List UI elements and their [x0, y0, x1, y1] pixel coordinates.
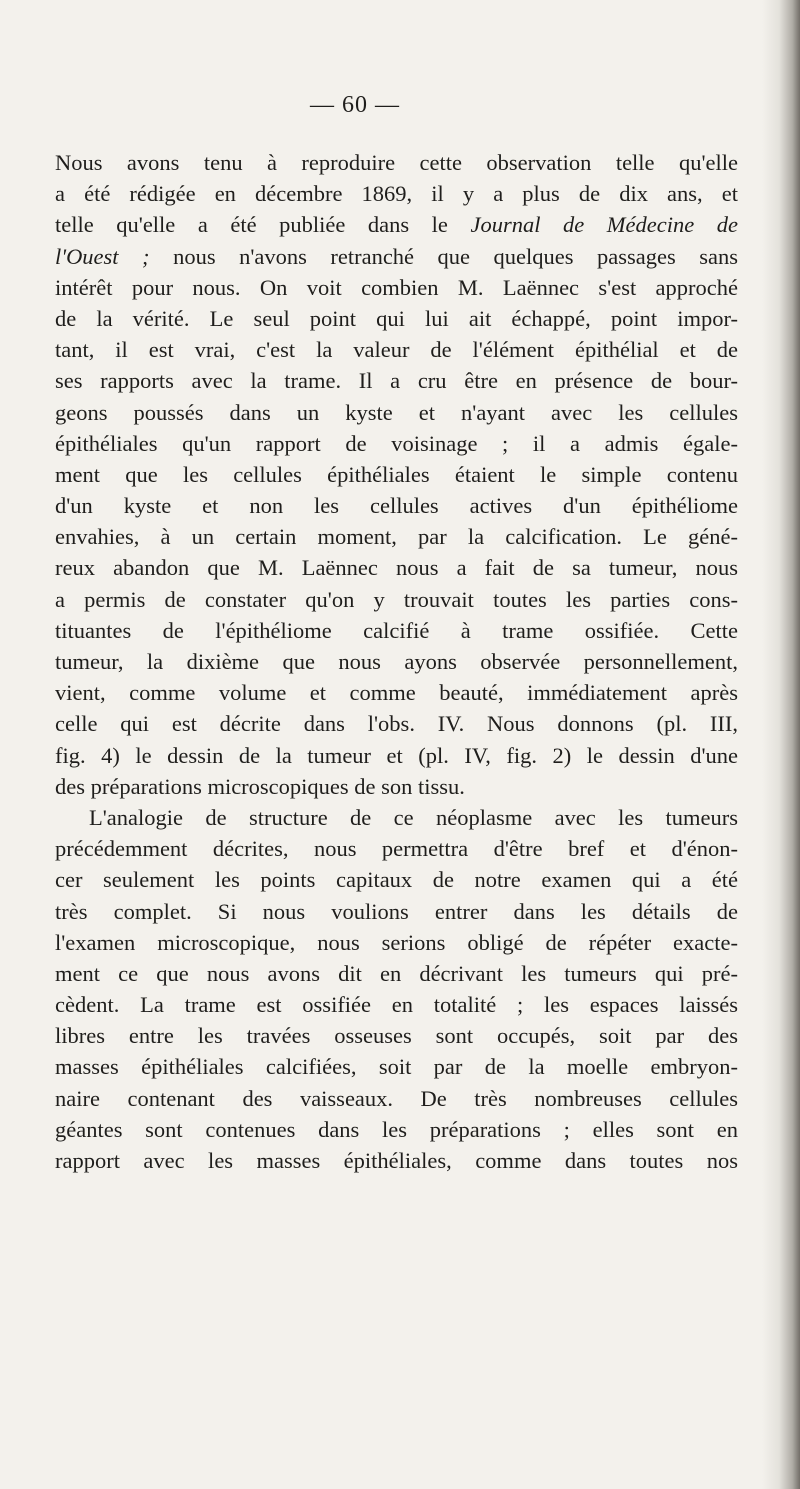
text-line: très complet. Si nous voulions entrer dans les détails de — [55, 898, 738, 924]
text-line: ment ce que nous avons dit en décrivant les tumeurs qui pré- — [55, 960, 738, 986]
text-segment: nous n'avons retranché que quelques passages sans — [149, 243, 738, 269]
text-line: tumeur, la dixième que nous ayons observée personnellement, — [55, 649, 738, 674]
text-line: l'examen microscopique, nous serions obligé de répéter exacte- — [55, 929, 738, 955]
text-line: précédemment décrites, nous permettra d'être bref et d'énon- — [55, 836, 738, 862]
text-line: ment que les cellules épithéliales étaient le simple contenu — [55, 461, 738, 487]
text-line: ses rapports avec la trame. Il a cru être en présence de bour- — [55, 368, 738, 394]
text-line: reux abandon que M. Laënnec nous a fait de sa tumeur, nous — [55, 555, 738, 581]
text-line: tant, il est vrai, c'est la valeur de l'élément épithélial et de — [55, 337, 738, 363]
text-line: a été rédigée en décembre 1869, il y a plus de dix ans, et — [55, 181, 738, 207]
journal-title-end: l'Ouest ; — [55, 243, 150, 269]
text-line: tituantes de l'épithéliome calcifié à trame ossifiée. Cette — [55, 617, 738, 643]
text-line: celle qui est décrite dans l'obs. IV. Nous donnons (pl. III, — [55, 711, 738, 737]
text-line: d'un kyste et non les cellules actives d'un épithéliome — [55, 493, 738, 519]
text-line: rapport avec les masses épithéliales, comme dans toutes nos — [55, 1148, 738, 1173]
text-line: épithéliales qu'un rapport de voisinage ; il a admis égale- — [55, 430, 738, 456]
text-line: a permis de constater qu'on y trouvait toutes les parties cons- — [55, 586, 738, 612]
text-line: geons poussés dans un kyste et n'ayant avec les cellules — [55, 399, 738, 425]
journal-title: Journal de Médecine de — [470, 212, 738, 238]
text-line: masses épithéliales calcifiées, soit par de la moelle embryon- — [55, 1054, 738, 1080]
text-line: cèdent. La trame est ossifiée en totalité ; les espaces laissés — [55, 992, 738, 1018]
text-line: naire contenant des vaisseaux. De très nombreuses cellules — [55, 1085, 738, 1111]
text-line: de la vérité. Le seul point qui lui ait échappé, point impor- — [55, 305, 738, 331]
text-line: géantes sont contenues dans les préparations ; elles sont en — [55, 1116, 738, 1142]
text-segment: telle qu'elle a été publiée dans le — [55, 212, 448, 238]
text-line: fig. 4) le dessin de la tumeur et (pl. IV, fig. 2) le dessin d'une — [55, 742, 738, 768]
text-line: vient, comme volume et comme beauté, immédiatement après — [55, 680, 738, 706]
text-line: cer seulement les points capitaux de notre examen qui a été — [55, 867, 738, 893]
body-text — [55, 147, 738, 1176]
page-number: — 60 — — [310, 92, 400, 118]
text-line: L'analogie de structure de ce néoplasme avec les tumeurs — [89, 804, 738, 830]
text-line — [55, 209, 738, 240]
text-line: Nous avons tenu à reproduire cette observation telle qu'elle — [55, 150, 738, 175]
text-line: envahies, à un certain moment, par la calcification. Le géné- — [55, 524, 738, 550]
page-edge-shadow — [762, 0, 800, 1489]
text-line: intérêt pour nous. On voit combien M. Laënnec s'est approché — [55, 274, 738, 300]
text-line — [55, 241, 738, 272]
text-line: des préparations microscopiques de son tissu. — [55, 773, 465, 799]
text-line: libres entre les travées osseuses sont occupés, soit par des — [55, 1023, 738, 1049]
